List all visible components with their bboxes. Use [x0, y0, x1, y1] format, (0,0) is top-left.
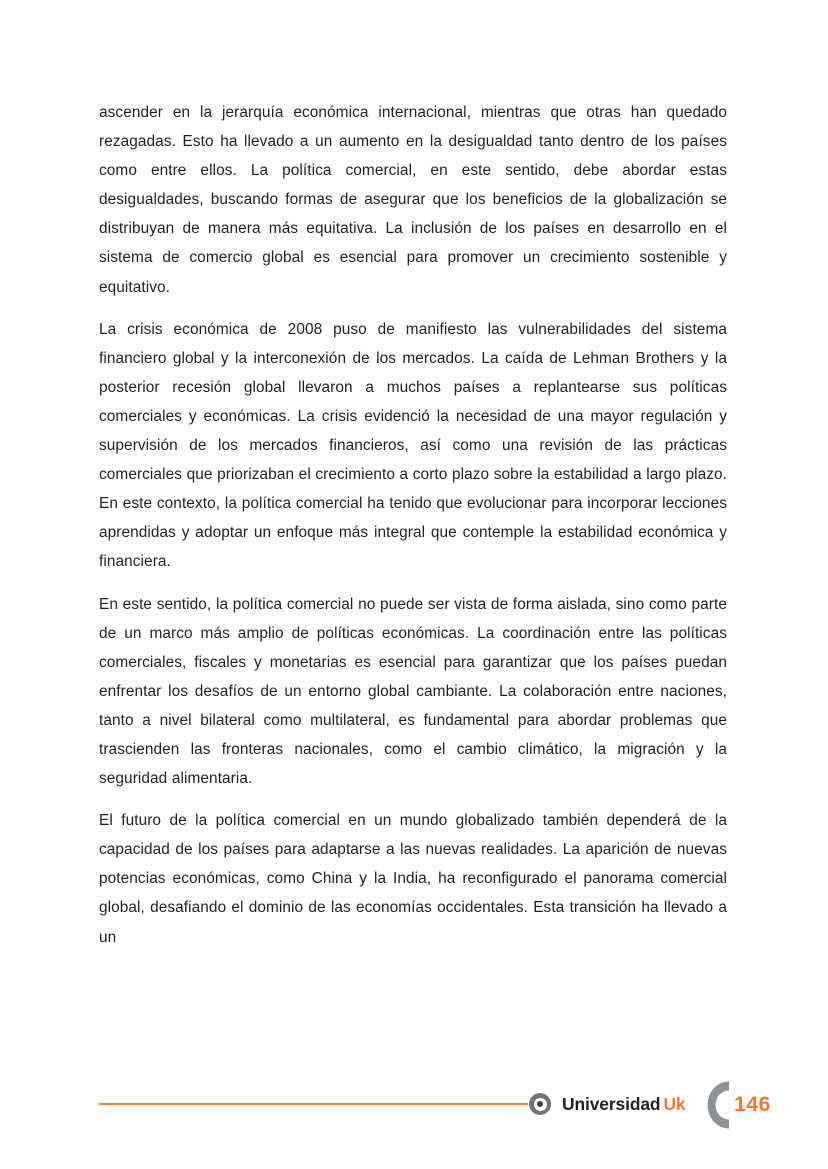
brand-name: Universidad — [562, 1094, 661, 1114]
paragraph: La crisis económica de 2008 puso de manifiesto las vulnerabilidades del sistema financiero global y la interconexión de los mercados. La caída de Lehman Brothers y la posterior recesión global llevaron a muchos países a replantearse sus políticas comerciales y económicas. La crisis evidenció la necesidad de una mayor regulación y supervisión de los mercados financieros, así como una revisión de las prácticas comerciales que priorizaban el crecimiento a corto plazo sobre la estabilidad a largo plazo. En este contexto, la política comercial ha tenido que evolucionar para incorporar lecciones aprendidas y adoptar un enfoque más integral que contemple la estabilidad económica y financiera. — [99, 320, 727, 571]
target-bullseye-icon — [529, 1093, 551, 1115]
body-text-column — [99, 98, 727, 952]
footer-divider-rule — [99, 1103, 528, 1105]
footer-brand — [562, 1091, 685, 1117]
page-footer — [0, 1082, 828, 1138]
crescent-arc-icon — [702, 1077, 734, 1133]
paragraph: En este sentido, la política comercial no puede ser vista de forma aislada, sino como parte de un marco más amplio de políticas económicas. La coordinación entre las políticas comerciales, fiscales y monetarias es esencial para garantizar que los países puedan enfrentar los desafíos de un entorno global cambiante. La colaboración entre naciones, tanto a nivel bilateral como multilateral, es fundamental para abordar problemas que trascienden las fronteras nacionales, como el cambio climático, la migración y la seguridad alimentaria. — [99, 595, 727, 788]
page-number: 146 — [734, 1092, 771, 1116]
brand-suffix: Uk — [663, 1094, 686, 1114]
bullseye-center-dot — [537, 1101, 543, 1107]
paragraph: ascender en la jerarquía económica internacional, mientras que otras han quedado rezagadas. Esto ha llevado a un aumento en la desigualdad tanto dentro de los países como entre ellos. La política comercial, en este sentido, debe abordar estas desigualdades, buscando formas de asegurar que los beneficios de la globalización se distribuyan de manera más equitativa. La inclusión de los países en desarrollo en el sistema de comercio global es esencial para promover un crecimiento sostenible y equitativo. — [99, 104, 727, 296]
bullseye-inner-ring — [534, 1098, 547, 1111]
paragraph: El futuro de la política comercial en un mundo globalizado también dependerá de la capacidad de los países para adaptarse a las nuevas realidades. La aparición de nuevas potencias económicas, como China y la India, ha reconfigurado el panorama comercial global, desafiando el dominio de las economías occidentales. Esta transición ha llevado a un — [99, 812, 727, 946]
